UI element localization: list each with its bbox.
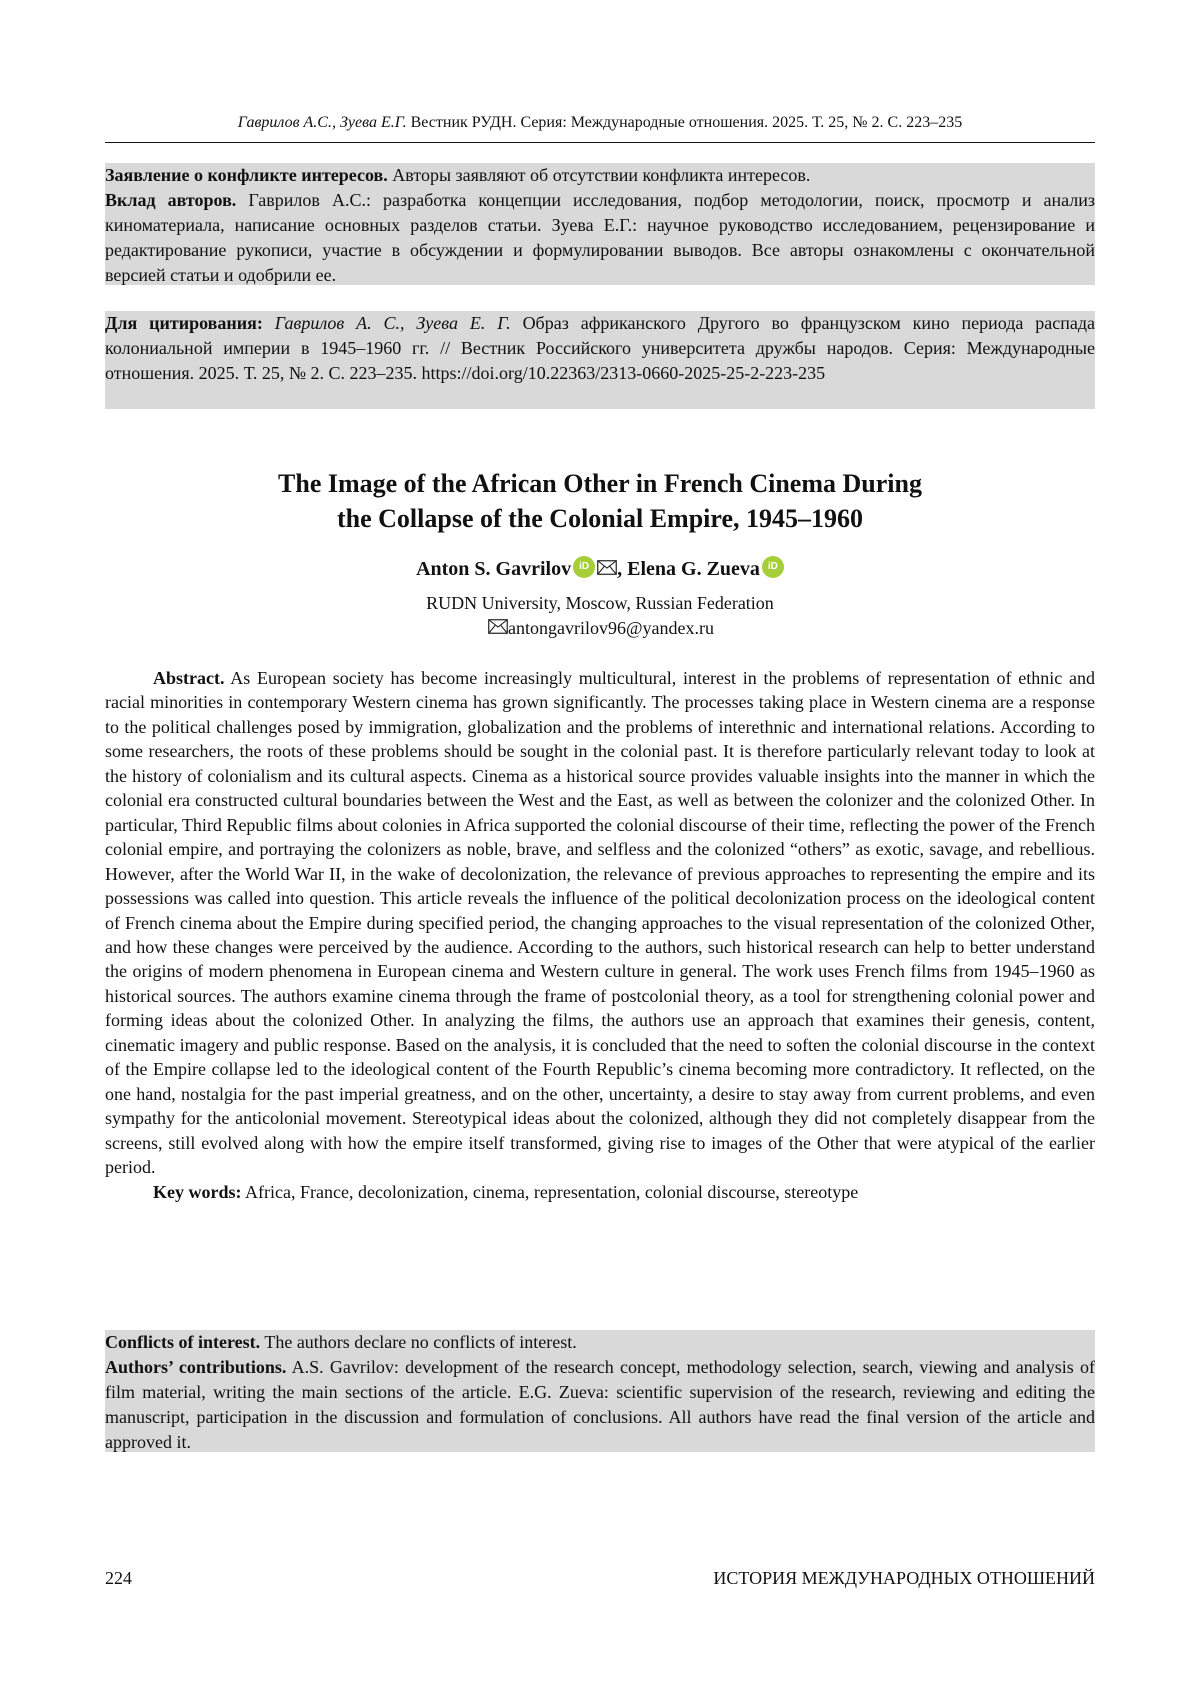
ru-contrib-paragraph (105, 188, 1095, 288)
author-separator: , (617, 558, 627, 580)
article-title (105, 466, 1095, 536)
abstract-text: As European society has become increasingly multicultural, interest in the problems of representation of ethnic and racial minorities in contemporary Western cinema has grown significantly. The processes taking place in Western cinema are a response to the political challenges posed by immigration, globalization and the problems of interethnic and international relations. According to some researchers, the roots of these problems should be sought in the colonial past. It is therefore particularly relevant today to look at the history of colonialism and its cultural aspects. Cinema as a historical source provides valuable insights into the manner in which the colonial era constructed cultural boundaries between the West and the East, as well as between the colonizer and the colonized Other. In particular, Third Republic films about colonies in Africa supported the colonial discourse of their time, reflecting the power of the French colonial empire, and portraying the colonizers as noble, brave, and selfless and the colonized “others” as exotic, savage, and rebellious. However, after the World War II, in the wake of decolonization, the relevance of previous approaches to representing the empire and its possessions was called into question. This article reveals the influence of the political decolonization process on the ideological content of French cinema about the Empire during specified period, the changing approaches to the visual representation of the colonized Other, and how these changes were perceived by the audience. According to the authors, such historical research can help to better understand the origins of modern phenomena in European cinema and Western culture in general. The work uses French films from 1945–1960 as historical sources. The authors examine cinema through the frame of postcolonial theory, as a tool for strengthening colonial power and forming ideas about the colonized Other. In analyzing the films, the authors use an approach that examines their genesis, content, cinematic imagery and public response. Based on the analysis, it is concluded that the need to soften the colonial discourse in the context of the Empire collapse led to the ideological content of the Fourth Republic’s cinema becoming more contradictory. It reflected, on the one hand, nostalgia for the past imperial greatness, and on the other, uncertainty, a desire to stay away from current problems, and even sympathy for the anticolonial movement. Stereotypical ideas about the colonized, although they did not completely disappear from the screens, still evolved along with how the empire itself transformed, giving rise to images of the Other that were atypical of the earlier period. (105, 668, 1095, 1177)
abstract-section (105, 666, 1095, 1204)
ru-conflict-text: Авторы заявляют об отсутствии конфликта интересов. (392, 165, 810, 185)
ru-citation-block (105, 311, 1095, 409)
en-conflict-text: The authors declare no conflicts of interest. (264, 1332, 576, 1352)
keywords-label: Key words: (153, 1182, 242, 1202)
en-conflict-paragraph (105, 1330, 1095, 1355)
ru-conflict-label: Заявление о конфликте интересов. (105, 165, 388, 185)
ru-citation-text: Образ африканского Другого во французском кино периода распада колониальной империи в 1945–1960 гг. // Вестник Российского университета дружбы народов. Серия: Международные отношения. 2025. Т. 25, № 2. С. 223–235. https://doi.org/10.22363/2313-0660-2025-25-2-223-235 (105, 313, 1095, 383)
ru-citation-paragraph (105, 311, 1095, 386)
abstract-paragraph (105, 666, 1095, 1180)
affiliation-block (105, 591, 1095, 641)
header-divider (105, 142, 1095, 143)
affiliation: RUDN University, Moscow, Russian Federation (105, 591, 1095, 616)
footer-journal-name: ИСТОРИЯ МЕЖДУНАРОДНЫХ ОТНОШЕНИЙ (713, 1568, 1095, 1589)
ru-statement-block (105, 163, 1095, 285)
author-1-name: Anton S. Gavrilov (416, 558, 571, 580)
en-contrib-label: Authors’ contributions. (105, 1357, 286, 1377)
orcid-icon[interactable]: iD (573, 556, 595, 578)
envelope-icon[interactable] (597, 560, 617, 575)
ru-citation-label: Для цитирования: (105, 313, 263, 333)
author-2-name: Elena G. Zueva (627, 558, 760, 580)
orcid-icon[interactable]: iD (762, 556, 784, 578)
title-line-2: the Collapse of the Colonial Empire, 1945–1960 (105, 501, 1095, 536)
en-contrib-text: A.S. Gavrilov: development of the research concept, methodology selection, search, viewing and analysis of film material, writing the main sections of the article. E.G. Zueva: scientific supervision of the research, reviewing and editing the manuscript, participation in the discussion and formulation of conclusions. All authors have read the final version of the article and approved it. (105, 1357, 1095, 1452)
keywords-paragraph (105, 1180, 1095, 1204)
email-line (105, 616, 1095, 641)
ru-conflict-paragraph (105, 163, 1095, 188)
paper-page (0, 0, 1200, 1697)
running-head-authors: Гаврилов А.С., Зуева Е.Г. (238, 114, 407, 131)
keywords-text: Africa, France, decolonization, cinema, representation, colonial discourse, stereotype (245, 1182, 858, 1202)
ru-contrib-label: Вклад авторов. (105, 190, 236, 210)
abstract-label: Abstract. (153, 668, 224, 688)
en-contrib-paragraph (105, 1355, 1095, 1455)
en-conflict-label: Conflicts of interest. (105, 1332, 260, 1352)
ru-citation-authors: Гаврилов А. С., Зуева Е. Г. (275, 313, 511, 333)
running-head-citation: Вестник РУДН. Серия: Международные отношения. 2025. Т. 25, № 2. С. 223–235 (411, 114, 963, 131)
ru-contrib-text: Гаврилов А.С.: разработка концепции исследования, подбор методологии, поиск, просмотр и анализ киноматериала, написание основных разделов статьи. Зуева Е.Г.: научное руководство исследованием, рецензирование и редактирование рукописи, участие в обсуждении и формулировании выводов. Все авторы ознакомлены с окончательной версией статьи и одобрили ее. (105, 190, 1095, 285)
page-number: 224 (105, 1568, 132, 1589)
envelope-icon (488, 619, 508, 634)
running-head (105, 114, 1095, 132)
email-address[interactable]: antongavrilov96@yandex.ru (508, 618, 714, 638)
title-line-1: The Image of the African Other in French Cinema During (105, 466, 1095, 501)
en-statement-block (105, 1330, 1095, 1452)
authors-line (105, 556, 1095, 581)
